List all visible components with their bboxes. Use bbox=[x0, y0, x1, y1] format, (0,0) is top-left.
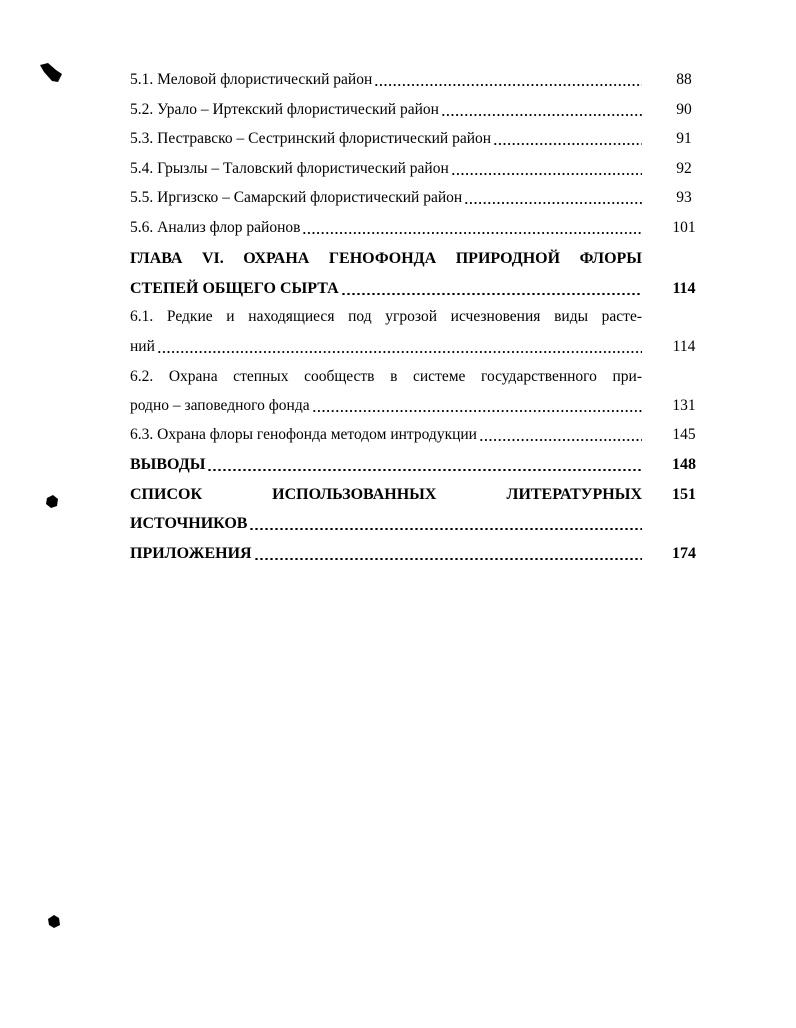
toc-entry-5-1 bbox=[130, 70, 642, 90]
toc-entry-title: СТЕПЕЙ ОБЩЕГО СЫРТА bbox=[130, 280, 339, 297]
toc-entry-5-4 bbox=[130, 159, 642, 179]
toc-page-number: 151 bbox=[672, 486, 696, 503]
toc-page-number: 148 bbox=[672, 456, 696, 473]
toc-entry-5-2 bbox=[130, 100, 642, 120]
chapter-6-heading-line1: ГЛАВА VI. ОХРАНА ГЕНОФОНДА ПРИРОДНОЙ ФЛОРЫ bbox=[130, 250, 642, 267]
dot-leader bbox=[441, 114, 642, 116]
dot-leader bbox=[464, 202, 642, 204]
toc-page-number: 93 bbox=[676, 189, 692, 206]
dot-leader bbox=[302, 232, 642, 234]
toc-entry-title: ПРИЛОЖЕНИЯ bbox=[130, 545, 252, 562]
toc-entry-6-2 bbox=[130, 396, 642, 416]
toc-entry-5-6 bbox=[130, 218, 642, 238]
toc-entry-title: 5.3. Пестравско – Сестринский флористический район bbox=[130, 130, 492, 147]
toc-page-number: 114 bbox=[672, 280, 696, 297]
toc-entry-6-3 bbox=[130, 425, 642, 445]
toc-page-number: 92 bbox=[676, 160, 692, 177]
toc-entry-chapter-6 bbox=[130, 279, 642, 299]
toc-page-number: 90 bbox=[676, 101, 692, 118]
dot-leader bbox=[341, 293, 642, 295]
scan-blot bbox=[44, 494, 60, 510]
dot-leader bbox=[207, 469, 642, 471]
dot-leader bbox=[157, 351, 642, 353]
toc-entry-title: 5.6. Анализ флор районов bbox=[130, 219, 301, 236]
toc-entry-title: 5.5. Иргизско – Самарский флористический район bbox=[130, 189, 463, 206]
dot-leader bbox=[312, 410, 642, 412]
references-word-3: ЛИТЕРАТУРНЫХ bbox=[506, 486, 642, 503]
toc-entry-title: ний bbox=[130, 338, 155, 355]
toc-entry-title: ИСТОЧНИКОВ bbox=[130, 515, 248, 532]
references-word-1: СПИСОК bbox=[130, 486, 203, 503]
toc-entry-references bbox=[130, 514, 642, 534]
toc-entry-title: ВЫВОДЫ bbox=[130, 456, 206, 473]
toc-entry-6-1 bbox=[130, 337, 642, 357]
references-word-2: ИСПОЛЬЗОВАННЫХ bbox=[272, 486, 437, 503]
toc-entry-appendix bbox=[130, 544, 642, 564]
dot-leader bbox=[254, 558, 642, 560]
toc-page-number: 88 bbox=[676, 71, 692, 88]
scan-blot bbox=[38, 62, 64, 86]
toc-entry-5-5 bbox=[130, 188, 642, 208]
dot-leader bbox=[374, 84, 642, 86]
toc-entry-title: 5.4. Грызлы – Таловский флористический район bbox=[130, 160, 449, 177]
dot-leader bbox=[249, 528, 642, 530]
toc-entry-title: родно – заповедного фонда bbox=[130, 397, 310, 414]
toc-page-number: 114 bbox=[672, 338, 696, 355]
toc-entry-title: 5.2. Урало – Иртекский флористический район bbox=[130, 101, 439, 118]
toc-entry-references-line1 bbox=[130, 485, 642, 505]
dot-leader bbox=[479, 439, 642, 441]
toc-page-number: 145 bbox=[672, 426, 696, 443]
toc-entry-title: 5.1. Меловой флористический район bbox=[130, 71, 373, 88]
toc-entry-6-1-line1: 6.1. Редкие и находящиеся под угрозой исчезновения виды расте- bbox=[130, 308, 642, 325]
dot-leader bbox=[451, 173, 642, 175]
toc-entry-conclusions bbox=[130, 455, 642, 475]
toc-page-number: 91 bbox=[676, 130, 692, 147]
toc-entry-6-2-line1: 6.2. Охрана степных сообществ в системе государственного при- bbox=[130, 368, 642, 385]
toc-entry-5-3 bbox=[130, 129, 642, 149]
toc-page-number: 174 bbox=[672, 545, 696, 562]
scan-blot bbox=[46, 914, 62, 930]
toc-page-number: 101 bbox=[672, 219, 696, 236]
toc-page-number: 131 bbox=[672, 397, 696, 414]
dot-leader bbox=[493, 143, 642, 145]
toc-entry-title: 6.3. Охрана флоры генофонда методом интродукции bbox=[130, 426, 477, 443]
